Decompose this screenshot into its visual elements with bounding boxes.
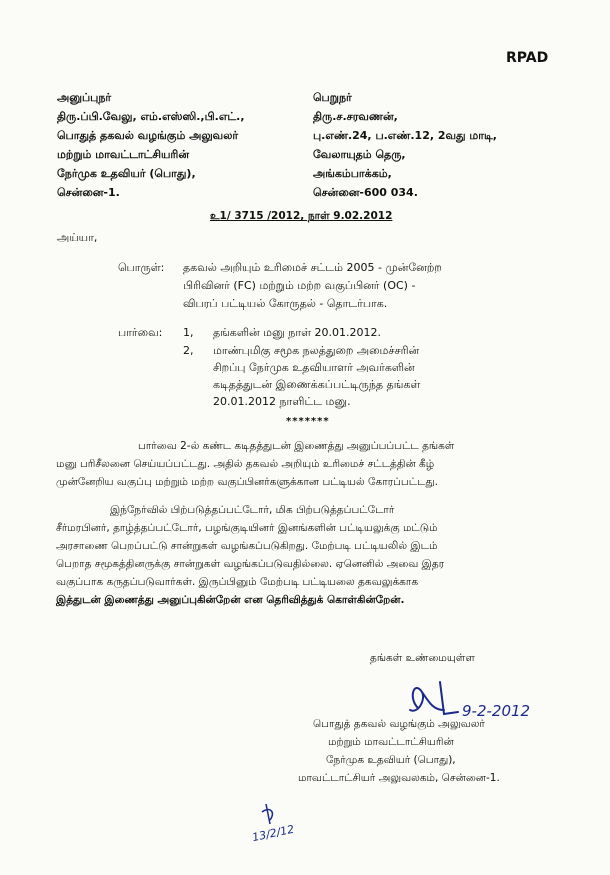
reference-item-text: சிறப்பு நேர்முக உதவியாளர் அவர்களின்	[213, 361, 415, 374]
reference-item-text: தங்களின் மனு நாள் 20.01.2012.	[213, 326, 381, 339]
closing: தங்கள் உண்மையுள்ள	[370, 652, 475, 664]
signature-line: பொதுத் தகவல் வழங்கும் அலுவலர்	[313, 718, 485, 730]
reference-item-number: 2,	[183, 344, 194, 357]
recipient-line: வேலாயுதம் தெரு,	[313, 148, 406, 161]
initials-date: 13/2/12	[251, 822, 296, 844]
signature-line: மற்றும் மாவட்டாட்சியரின்	[328, 736, 454, 748]
sender-line: திரு.ப்பி.வேலு, எம்.எஸ்ஸி.,பி.எட்.,	[57, 110, 245, 123]
body-para2-line: பெறாத சமூகத்தினருக்கு சான்றுகள் வழங்கப்படுவதில்லை. ஏனெனில் அவை இதர	[56, 558, 445, 570]
reference-item-text: 20.01.2012 நாளிட்ட மனு.	[213, 395, 351, 408]
recipient-line: சென்னை-600 034.	[313, 186, 418, 199]
body-para2-line: சீர்மரபினர், தாழ்த்தப்பட்டோர், பழங்குடியினர் இனங்களின் பட்டியலுக்கு மட்டும்	[56, 522, 438, 534]
subject-label: பொருள்:	[118, 261, 165, 274]
salutation: அய்யா,	[57, 231, 98, 244]
sender-line: மற்றும் மாவட்டாட்சியரின்	[57, 148, 189, 161]
body-para2-line: அரசாணை பெறப்பட்டு சான்றுகள் வழங்கப்படுகிறது. மேற்படி பட்டியலில் இடம்	[56, 540, 438, 552]
signature-line: நேர்முக உதவியர் (பொது),	[326, 754, 456, 766]
signature-line: மாவட்டாட்சியர் அலுவலகம், சென்னை-1.	[298, 772, 500, 784]
initials-handwritten	[248, 798, 308, 844]
sender-line: சென்னை-1.	[57, 186, 120, 199]
body-para1-line: முன்னேறிய வகுப்பு மற்றும் மற்ற வகுப்பினர்களுக்கான பட்டியல் கோரப்பட்டது.	[56, 476, 438, 488]
body-para2-line: வகுப்பாக கருதப்படுவார்கள். இருப்பினும் மேற்படி பட்டியலை தகவலுக்காக	[56, 576, 419, 588]
sender-line: நேர்முக உதவியர் (பொது),	[57, 167, 196, 180]
subject-line: விபரப் பட்டியல் கோருதல் - தொடர்பாக.	[183, 297, 388, 310]
body-para1-line: மனு பரிசீலனை செய்யப்பட்டது. அதில் தகவல் அறியும் உரிமைச் சட்டத்தின் கீழ்	[56, 458, 435, 470]
recipient-line: திரு.ச.சரவணன்,	[313, 110, 398, 123]
recipient-line: பு.எண்.24, ப.எண்.12, 2வது மாடி,	[313, 129, 497, 142]
reference-item-text: கடிதத்துடன் இணைக்கப்பட்டிருந்த தங்கள்	[213, 378, 421, 391]
subject-line: தகவல் அறியும் உரிமைச் சட்டம் 2005 - முன்னேற்ற	[183, 261, 442, 274]
recipient-line: பெறுநர்	[313, 91, 352, 104]
body-para1-line: பார்வை 2-ல் கண்ட கடிதத்துடன் இணைத்து அனுப்பப்பட்ட தங்கள்	[138, 440, 455, 452]
reference-item-number: 1,	[183, 326, 194, 339]
signature-date: 9-2-2012	[462, 702, 531, 720]
references-label: பார்வை:	[118, 326, 163, 339]
body-para2-line: இந்நேர்வில் பிற்படுத்தப்பட்டோர், மிக பிற்படுத்தப்பட்டோர்	[110, 504, 395, 516]
recipient-line: அங்கம்பாக்கம்,	[313, 167, 392, 180]
sender-line: பொதுத் தகவல் வழங்கும் அலுவலர்	[57, 129, 239, 142]
reference-number: உ1/ 3715 /2012, நாள் 9.02.2012	[210, 210, 393, 222]
sender-line: அனுப்புநர்	[57, 91, 112, 104]
subject-line: பிரிவினர் (FC) மற்றும் மற்ற வகுப்பினர் (OC) -	[183, 279, 416, 292]
sender-address	[57, 90, 245, 204]
recipient-address	[313, 90, 497, 204]
rpad-label: RPAD	[506, 50, 549, 66]
body-para2-line: இத்துடன் இணைத்து அனுப்புகின்றேன் என தெரிவித்துக் கொள்கின்றேன்.	[56, 594, 405, 606]
separator: *******	[286, 416, 330, 427]
reference-item-text: மாண்புமிகு சமூக நலத்துறை அமைச்சரின்	[213, 344, 420, 357]
